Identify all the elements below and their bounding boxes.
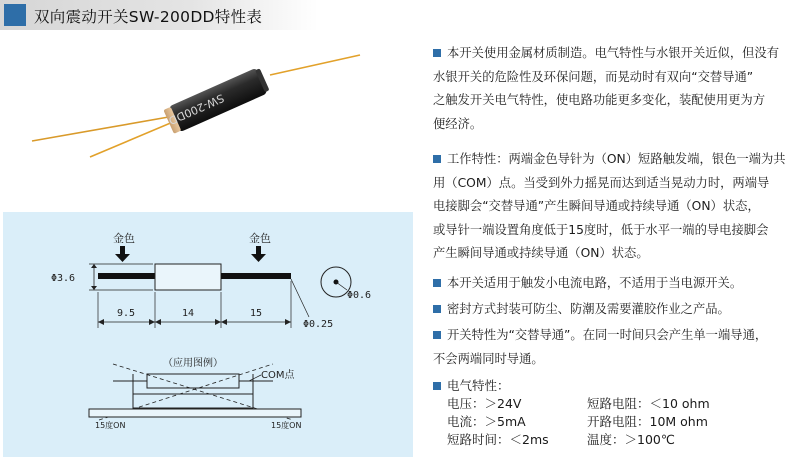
para-line: 或导针一端设置角度低于15度时，低于水平一端的导电接脚会: [433, 222, 769, 237]
electrical-characteristics: [433, 377, 757, 449]
bullet-icon: [433, 279, 441, 287]
angle-left-label: 15度ON: [95, 421, 126, 430]
para-line: 产生瞬间导通或持续导通（ON）状态。: [433, 246, 649, 260]
bullet-icon: [433, 331, 441, 339]
title-accent-block: [4, 4, 26, 26]
dim-mid-label: 14: [182, 308, 195, 319]
para-line: 电接脚会“交替导通”产生瞬间导通或持续导通（ON）状态，: [433, 199, 760, 213]
paragraph-working-characteristics: [433, 148, 786, 266]
para-line: 便经济。: [433, 116, 483, 131]
electrical-grid: [447, 395, 757, 449]
para-line: 本开关适用于触发小电流电路，不适用于当电源开关。: [447, 276, 743, 290]
page-title: 双向震动开关SW-200DD特性表: [34, 8, 263, 26]
para-line: 之触发开关电气特性，使电路功能更多变化，装配使用更为方: [433, 93, 766, 107]
paragraph-application: [433, 272, 742, 296]
spec-current: 电流：＞5mA: [447, 414, 526, 429]
bullet-icon: [433, 155, 441, 163]
gold-label-left: 金色: [113, 232, 135, 245]
spec-open-resistance: 开路电阻：10M ohm: [587, 414, 708, 429]
arrow-down-icon-left: [115, 246, 130, 262]
application-title: （应用图例）: [163, 358, 223, 369]
part-marking: SW-200DD: [166, 91, 226, 128]
spec-short-time: 短路时间：＜2ms: [447, 432, 549, 447]
product-photo: [30, 45, 375, 165]
bullet-icon: [433, 49, 441, 57]
wire-diameter-label: Φ0.6: [347, 290, 372, 301]
spec-short-resistance: 短路电阻：＜10 ohm: [587, 396, 710, 411]
para-line: 工作特性：两端金色导针为（ON）短路触发端，银色一端为共: [447, 152, 786, 166]
para-line: 本开关使用金属材质制造。电气特性与水银开关近似，但没有: [447, 46, 780, 60]
lead-right: [221, 273, 291, 279]
gold-lead-right: [270, 55, 360, 75]
lead-left: [98, 273, 156, 279]
lead-diameter-label: Φ0.25: [303, 319, 334, 330]
bullet-icon: [433, 382, 441, 390]
dimension-diagram: [3, 212, 413, 457]
app-switch-body: [147, 374, 239, 388]
dim-right-label: 15: [250, 308, 263, 319]
paragraph-sealing: [433, 298, 730, 322]
para-line: 开关特性为“交替导通”。在同一时间只会产生单一端导通，: [447, 328, 768, 342]
spec-temperature: 温度：＞100℃: [587, 432, 675, 447]
electrical-heading: 电气特性：: [447, 378, 510, 393]
para-line: 水银开关的危险性及环保问题，而晃动时有双向“交替导通”: [433, 69, 754, 84]
gold-lead-left-2: [90, 119, 180, 157]
para-line: 不会两端同时导通。: [433, 351, 544, 366]
para-line: 密封方式封装可防尘、防潮及需要灌胶作业之产品。: [447, 302, 730, 316]
dimension-diagram-panel: [3, 212, 413, 457]
gold-label-right: 金色: [249, 232, 271, 245]
angle-right-label: 15度ON: [271, 421, 302, 430]
com-point-label: COM点: [261, 370, 295, 381]
body-diameter-label: Φ3.6: [51, 273, 76, 284]
bullet-icon: [433, 305, 441, 313]
title-bar: [0, 0, 318, 30]
spec-voltage: 电压：＞24V: [447, 396, 522, 411]
arrow-down-icon-right: [251, 246, 266, 262]
dim-left-label: 9.5: [117, 308, 136, 319]
paragraph-alternating-conduction: [433, 324, 767, 371]
paragraph-material: [433, 42, 779, 136]
app-base-plate: [89, 409, 301, 417]
switch-body-outline: [155, 264, 221, 290]
para-line: 用（COM）点。当受到外力摇晃而达到适当晃动力时，两端导: [433, 175, 770, 190]
